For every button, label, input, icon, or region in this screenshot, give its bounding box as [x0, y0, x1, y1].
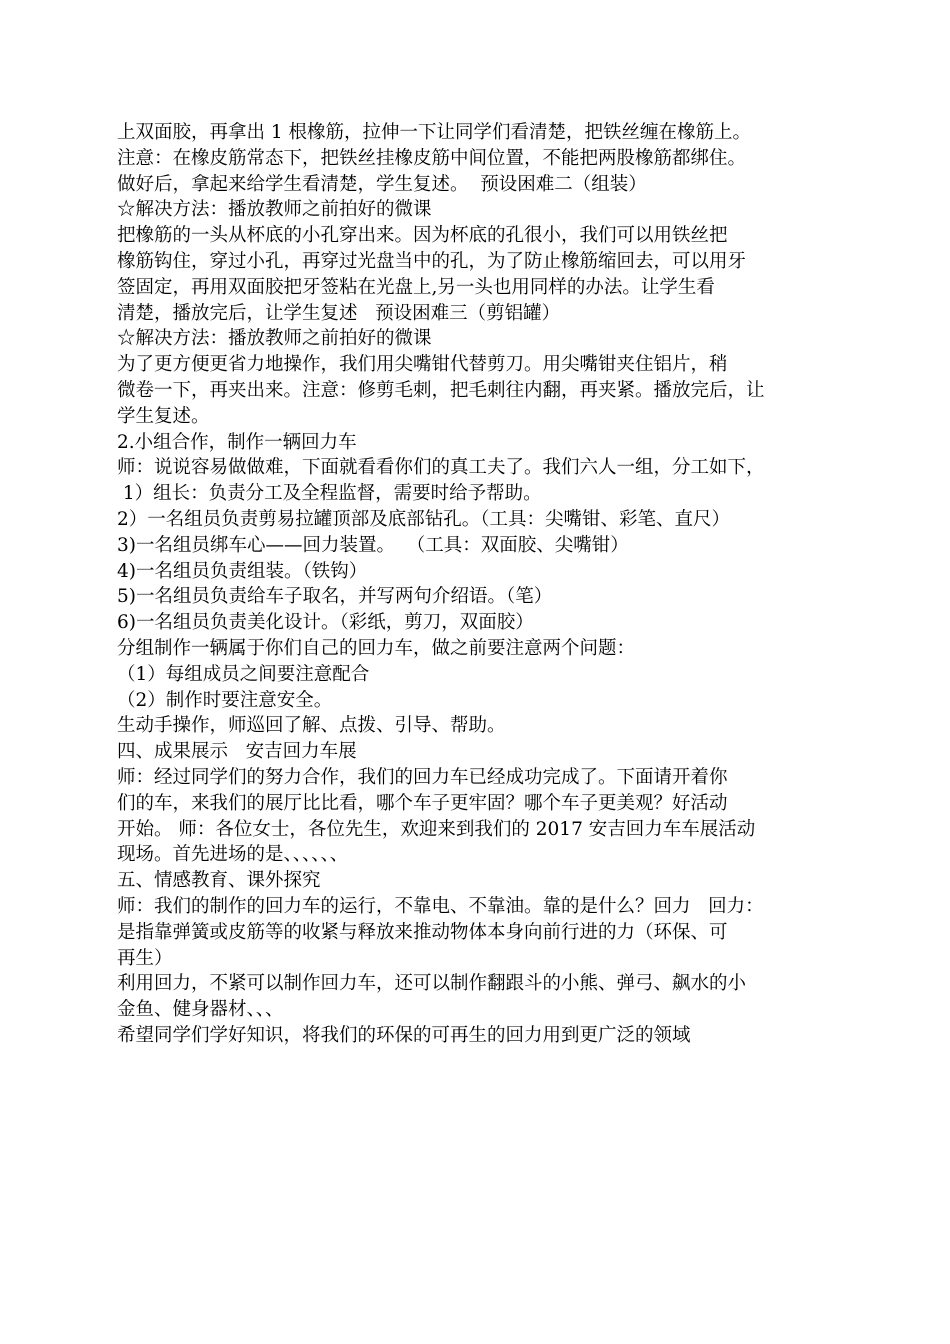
text-line: 上双面胶，再拿出 1 根橡筋，拉伸一下让同学们看清楚，把铁丝缠在橡筋上。 [117, 122, 752, 143]
text-line: 是指靠弹簧或皮筋等的收紧与释放来推动物体本身向前行进的力（环保、可 [117, 921, 728, 943]
text-line: 生动手操作，师巡回了解、点拨、引导、帮助。 [117, 715, 506, 737]
text-line: 学生复述。 [117, 405, 210, 427]
text-line: 希望同学们学好知识，将我们的环保的可再生的回力用到更广泛的领域 [117, 1024, 691, 1046]
text-line: ☆解决方法：播放教师之前拍好的微课 [117, 199, 432, 221]
text-line: 开始。 师：各位女士，各位先生，欢迎来到我们的 2017 安吉回力车车展活动 [117, 818, 756, 840]
text-line: （1）每组成员之间要注意配合 [117, 663, 370, 685]
text-line: 签固定，再用双面胶把牙签粘在光盘上,另一头也用同样的办法。让学生看 [117, 276, 715, 298]
text-line: 师：我们的制作的回力车的运行，不靠电、不靠油。靠的是什么？回力 回力： [117, 895, 764, 917]
text-line: ☆解决方法：播放教师之前拍好的微课 [117, 328, 432, 350]
text-line: 3)一名组员绑车心——回力装置。 （工具：双面胶、尖嘴钳） [117, 534, 629, 556]
text-line: 5)一名组员负责给车子取名，并写两句介绍语。（笔） [117, 586, 553, 608]
text-line: 再生） [117, 947, 173, 969]
text-line: 6)一名组员负责美化设计。（彩纸，剪刀，双面胶） [117, 612, 534, 634]
text-line: 微卷一下，再夹出来。注意：修剪毛刺，把毛刺往内翻，再夹紧。播放完后，让 [117, 379, 765, 401]
text-line: 2.小组合作，制作一辆回力车 [117, 431, 357, 453]
text-line: 分组制作一辆属于你们自己的回力车，做之前要注意两个问题： [117, 637, 636, 659]
document-body [117, 120, 857, 1049]
text-line: 把橡筋的一头从杯底的小孔穿出来。因为杯底的孔很小，我们可以用铁丝把 [117, 225, 728, 247]
text-line: 金鱼、健身器材、、、 [117, 999, 284, 1021]
text-line: 清楚，播放完后，让学生复述 预设困难三（剪铝罐） [117, 302, 561, 324]
text-line: 五、情感教育、课外探究 [117, 870, 321, 892]
text-line: 2）一名组员负责剪易拉罐顶部及底部钻孔。（工具：尖嘴钳、彩笔、直尺） [117, 508, 731, 530]
text-line: 1）组长：负责分工及全程监督，需要时给予帮助。 [117, 483, 542, 505]
text-line: 四、成果展示 安吉回力车展 [117, 741, 357, 763]
text-line: 师：经过同学们的努力合作，我们的回力车已经成功完成了。下面请开着你 [117, 766, 728, 788]
text-line: 注意：在橡皮筋常态下，把铁丝挂橡皮筋中间位置，不能把两股橡筋都绑住。 [117, 147, 747, 169]
text-line: 师：说说容易做做难，下面就看看你们的真工夫了。我们六人一组，分工如下， [117, 457, 765, 479]
text-line: 橡筋钩住，穿过小孔，再穿过光盘当中的孔，为了防止橡筋缩回去，可以用牙 [117, 250, 747, 272]
text-line: 利用回力，不紧可以制作回力车，还可以制作翻跟斗的小熊、弹弓、飙水的小 [117, 973, 747, 995]
text-line: 们的车，来我们的展厅比比看，哪个车子更牢固？哪个车子更美观？好活动 [117, 792, 728, 814]
text-line: 为了更方便更省力地操作，我们用尖嘴钳代替剪刀。用尖嘴钳夹住铝片，稍 [117, 354, 728, 376]
text-line: （2）制作时要注意安全。 [117, 689, 333, 711]
text-line: 4)一名组员负责组装。（铁钩） [117, 560, 368, 582]
text-line: 现场。首先进场的是、、、、、、 [117, 844, 349, 866]
text-line: 做好后，拿起来给学生看清楚，学生复述。 预设困难二（组装） [117, 173, 647, 195]
